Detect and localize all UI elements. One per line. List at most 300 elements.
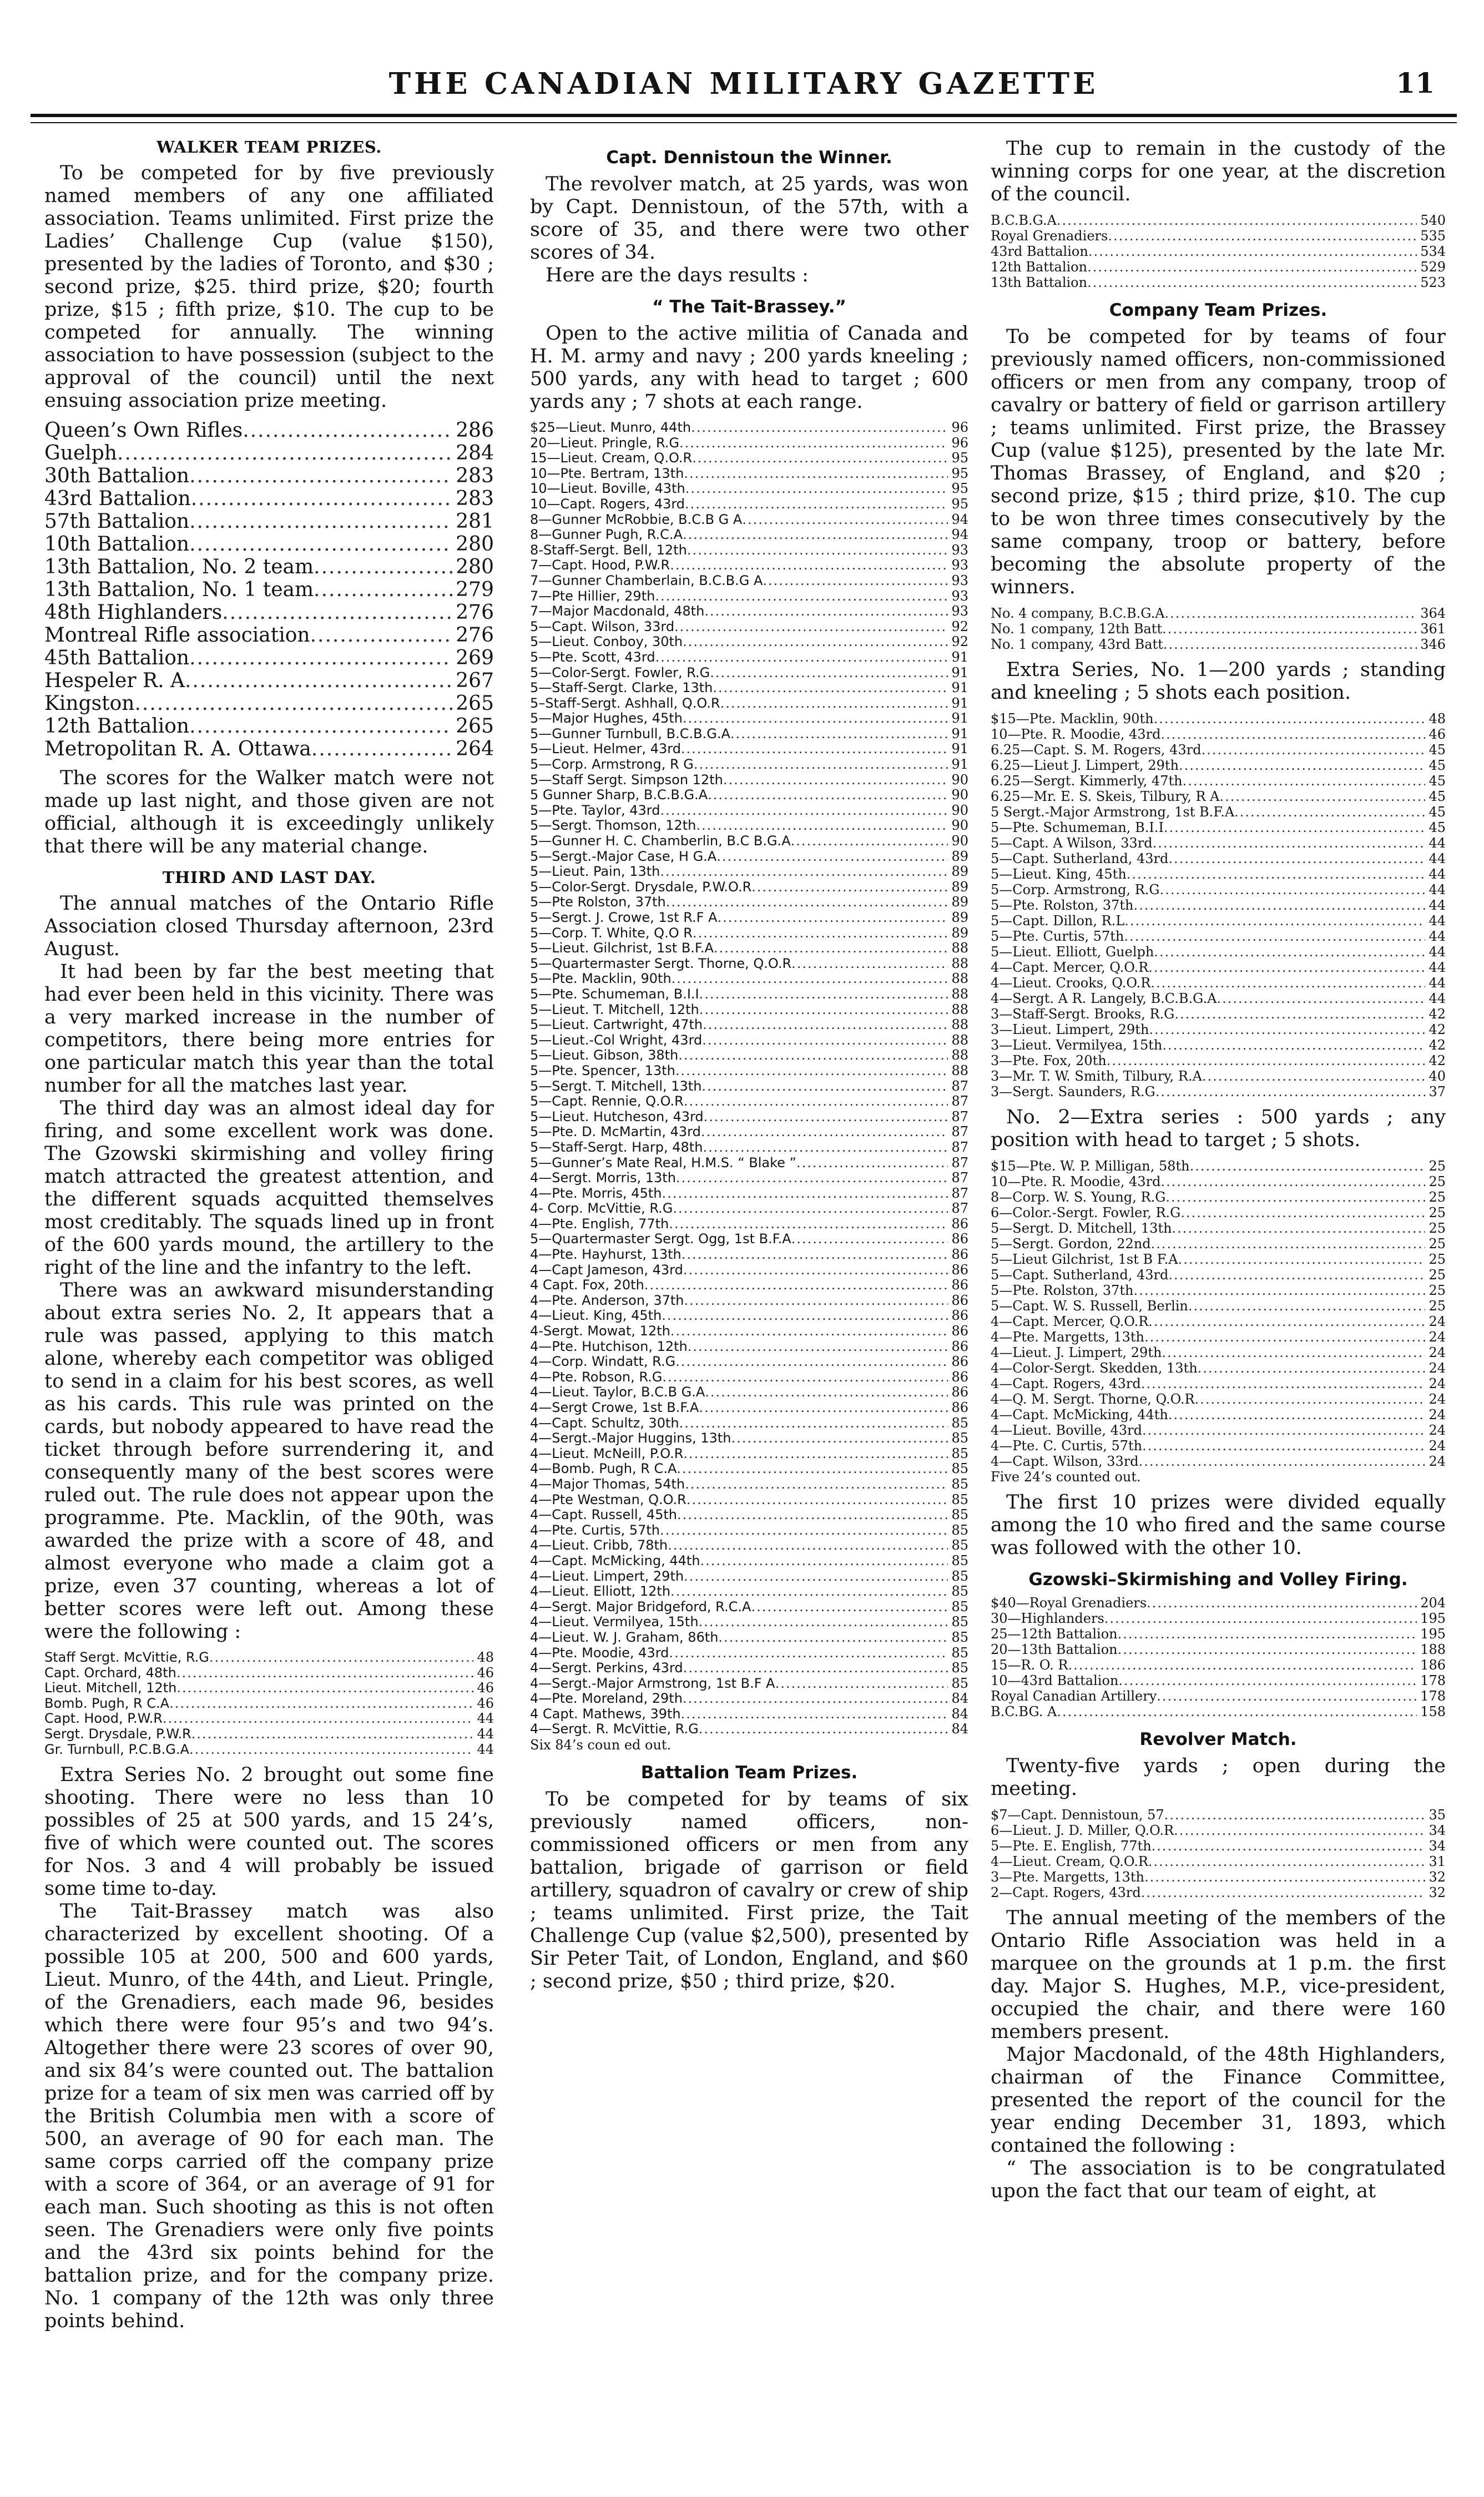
paragraph: Extra Series, No. 1—200 yards ; standing and kneeling ; 5 shots each position.: [991, 659, 1446, 704]
result-name: 5—Capt. Rennie, Q.O.R: [530, 1093, 684, 1109]
result-name: 4—Lieut. Cream, Q.O.R: [991, 1854, 1148, 1869]
result-score: 85: [951, 1491, 968, 1507]
result-row: [991, 1854, 1446, 1869]
result-score: 25: [1429, 1236, 1446, 1252]
dot-leader: [189, 510, 452, 533]
result-score: 86: [951, 1231, 968, 1247]
result-row: [44, 465, 494, 487]
dot-leader: [1219, 789, 1425, 804]
result-name: 4—Color-Sergt. Skedden, 13th: [991, 1360, 1198, 1376]
paragraph: Twenty-five yards ; open during the meeting.: [991, 1755, 1446, 1800]
dot-leader: [723, 773, 948, 788]
result-score: 25: [1429, 1267, 1446, 1283]
dot-leader: [1168, 851, 1425, 866]
result-row: [530, 1017, 968, 1033]
dot-leader: [1234, 804, 1425, 820]
column-2: [530, 138, 968, 1993]
result-name: 5—Pte. Rolston, 37th: [991, 1283, 1134, 1298]
result-row: [44, 1696, 494, 1712]
dot-leader: [1118, 1626, 1417, 1642]
dot-leader: [730, 727, 948, 742]
result-row: [991, 1236, 1446, 1252]
result-row: [530, 1538, 968, 1553]
result-score: 25: [1429, 1298, 1446, 1314]
result-row: [991, 1657, 1446, 1673]
dot-leader: [708, 788, 948, 803]
result-name: Kingston: [44, 692, 135, 715]
result-row: [44, 715, 494, 738]
dot-leader: [1148, 960, 1425, 975]
result-row: [991, 991, 1446, 1006]
result-name: 5—Pte. Schumeman, B.I.I: [991, 820, 1164, 835]
result-score: 46: [477, 1664, 494, 1681]
result-row: [530, 1079, 968, 1094]
dot-leader: [189, 533, 452, 556]
dot-leader: [742, 512, 948, 528]
result-name: 5—Corp. Armstrong, R.G: [991, 882, 1160, 897]
result-row: [530, 987, 968, 1002]
result-score: 85: [951, 1476, 968, 1492]
result-row: [991, 1158, 1446, 1174]
result-row: [991, 1823, 1446, 1838]
dot-leader: [1107, 1053, 1426, 1068]
result-name: Royal Canadian Artillery: [991, 1688, 1157, 1704]
result-row: [530, 589, 968, 604]
result-score: 89: [951, 925, 968, 941]
result-score: 44: [1429, 913, 1446, 929]
dot-leader: [1141, 1885, 1426, 1900]
result-score: 204: [1420, 1595, 1446, 1611]
dot-leader: [662, 1370, 948, 1385]
result-row: [530, 1186, 968, 1202]
result-name: 5—Capt. A Wilson, 33rd: [991, 835, 1153, 851]
dot-leader: [1180, 1205, 1425, 1220]
result-row: [530, 1063, 968, 1079]
dot-leader: [1142, 1438, 1425, 1454]
result-row: [530, 451, 968, 466]
revolver-results: [991, 1807, 1446, 1900]
result-row: [530, 1661, 968, 1676]
dot-leader: [655, 650, 948, 665]
result-name: 4—Lieut. McNeill, P.O.R: [530, 1445, 684, 1461]
result-name: 3—Lieut. Vermilyea, 15th: [991, 1037, 1163, 1053]
column-1: [44, 138, 494, 2333]
result-row: [44, 1666, 494, 1681]
result-name: 6.25—Mr. E. S. Skeis, Tilbury, R A: [991, 789, 1220, 804]
result-row: [530, 834, 968, 849]
dot-leader: [1160, 1174, 1425, 1189]
result-score: 85: [951, 1614, 968, 1630]
dot-leader: [1147, 1595, 1417, 1611]
result-row: [44, 578, 494, 601]
result-score: 24: [1429, 1438, 1446, 1454]
result-row: [991, 866, 1446, 882]
company-results: [991, 606, 1446, 652]
result-row: [530, 558, 968, 573]
result-row: [530, 1431, 968, 1446]
result-row: [530, 1707, 968, 1722]
result-score: 45: [1429, 742, 1446, 758]
result-score: 85: [951, 1598, 968, 1615]
result-name: 3—Pte. Margetts, 13th: [991, 1869, 1144, 1885]
dot-leader: [685, 497, 948, 512]
result-row: [44, 1727, 494, 1742]
dot-leader: [169, 1696, 473, 1712]
result-name: Bomb. Pugh, R C.A: [44, 1695, 170, 1711]
result-name: 8-Staff-Sergt. Bell, 12th: [530, 542, 687, 558]
result-score: 44: [1429, 851, 1446, 866]
result-score: 93: [951, 542, 968, 558]
dot-leader: [185, 669, 452, 692]
dot-leader: [674, 619, 948, 635]
result-row: [44, 1742, 494, 1758]
result-name: 5—Color-Sergt. Drysdale, P.W.O.R: [530, 879, 752, 895]
dot-leader: [666, 895, 948, 910]
result-row: [991, 960, 1446, 975]
result-row: [530, 1293, 968, 1309]
left-out-scores: [44, 1650, 494, 1757]
result-row: [44, 1711, 494, 1727]
dot-leader: [683, 1691, 948, 1707]
result-row: [530, 727, 968, 742]
dot-leader: [676, 1171, 948, 1186]
dot-leader: [775, 1676, 948, 1692]
dot-leader: [684, 466, 948, 482]
result-score: 283: [456, 465, 494, 487]
dot-leader: [1172, 1220, 1426, 1236]
result-row: [991, 835, 1446, 851]
result-row: [530, 910, 968, 926]
result-name: 4—Sergt. Perkins, 43rd: [530, 1660, 683, 1676]
result-name: 5—Staff-Sergt. Harp, 48th: [530, 1139, 703, 1155]
result-score: 87: [951, 1154, 968, 1171]
result-score: 91: [951, 649, 968, 665]
result-score: 24: [1429, 1454, 1446, 1469]
result-name: 4—Pte. Curtis, 57th: [530, 1522, 660, 1538]
dot-leader: [314, 556, 452, 578]
result-score: 86: [951, 1215, 968, 1232]
column-3: [991, 138, 1446, 2203]
result-score: 85: [951, 1568, 968, 1584]
result-name: 10—Pte. R. Moodie, 43rd: [991, 1174, 1161, 1189]
result-score: 364: [1420, 606, 1446, 621]
dot-leader: [1141, 1376, 1426, 1391]
dot-leader: [677, 1507, 948, 1523]
result-name: 30th Battalion: [44, 465, 190, 487]
result-name: 5—Pte Rolston, 37th: [530, 894, 666, 910]
result-row: [530, 1523, 968, 1538]
dot-leader: [1168, 1267, 1425, 1283]
result-row: [530, 527, 968, 543]
result-name: 5—Lieut. Hutcheson, 43rd: [530, 1108, 704, 1124]
result-name: 5—Pte. D. McMartin, 43rd: [530, 1124, 701, 1140]
dot-leader: [1057, 1704, 1417, 1719]
result-row: [530, 880, 968, 895]
result-name: 5—Capt. Sutherland, 43rd: [991, 851, 1169, 866]
result-name: 5—Lieut. Elliott, Guelph: [991, 944, 1154, 960]
result-score: 85: [951, 1645, 968, 1661]
result-score: 93: [951, 588, 968, 604]
result-row: [44, 442, 494, 465]
result-name: 4—Pte. Morris, 45th: [530, 1185, 662, 1201]
result-name: 4—Capt. McMicking, 44th: [991, 1407, 1168, 1422]
dot-leader: [1087, 259, 1417, 275]
dot-leader: [1198, 1360, 1426, 1376]
result-row: [530, 1247, 968, 1263]
result-name: 43rd Battalion: [991, 244, 1088, 259]
result-name: 4-Sergt. Mowat, 12th: [530, 1323, 670, 1339]
result-row: [991, 1174, 1446, 1189]
extra2-results: [991, 1158, 1446, 1469]
dot-leader: [693, 926, 948, 941]
result-score: 95: [951, 465, 968, 481]
dot-leader: [1160, 727, 1425, 742]
result-name: 4—Capt Jameson, 43rd: [530, 1262, 683, 1278]
result-name: 5—Lieut. King, 45th: [991, 866, 1127, 882]
result-score: 85: [951, 1507, 968, 1523]
result-name: 48th Highlanders: [44, 601, 223, 624]
result-score: 96: [951, 435, 968, 451]
dot-leader: [688, 1339, 948, 1355]
result-name: 13th Battalion, No. 2 team: [44, 556, 314, 578]
paragraph: To be competed for by teams of six previously named officers, non-commissioned officers or men from any battalion, brigade of garrison or field artillery, squadron of cavalry or crew of ship ; teams unlimited. First prize, the Tait Challenge Cup (value $2,500), presented by Sir Peter Tait, of London, England, and $60 ; second prize, $50 ; third prize, $20.: [530, 1788, 968, 1993]
result-row: [530, 665, 968, 681]
result-name: 4—Lieut. W. J. Graham, 86th: [530, 1629, 719, 1645]
result-row: [991, 1053, 1446, 1068]
dot-leader: [163, 1711, 474, 1727]
result-row: [530, 420, 968, 436]
result-score: 523: [1420, 275, 1446, 290]
result-name: 4—Capt. Mercer, Q.O.R: [991, 1314, 1149, 1329]
result-name: Capt. Orchard, 48th: [44, 1664, 176, 1681]
result-score: 34: [1429, 1823, 1446, 1838]
dot-leader: [1160, 882, 1426, 897]
result-name: Lieut. Mitchell, 12th: [44, 1680, 177, 1696]
result-score: 85: [951, 1430, 968, 1446]
result-score: 90: [951, 833, 968, 849]
result-name: 5—Quartermaster Sergt. Thorne, Q.O.R: [530, 955, 792, 971]
result-row: [991, 244, 1446, 259]
result-row: [530, 711, 968, 727]
result-name: 5–Staff-Sergt. Ashhall, Q.O.R: [530, 695, 720, 711]
dot-leader: [1149, 1022, 1425, 1037]
result-name: B.C.BG. A: [991, 1704, 1057, 1719]
result-name: 13th Battalion, No. 1 team: [44, 578, 314, 601]
result-score: 85: [951, 1629, 968, 1645]
result-name: No. 1 company, 12th Batt: [991, 621, 1163, 637]
result-score: 44: [1429, 960, 1446, 975]
result-name: 5—Capt. Wilson, 33rd: [530, 618, 675, 634]
result-row: [530, 956, 968, 972]
result-score: 280: [456, 556, 494, 578]
result-score: 85: [951, 1415, 968, 1431]
result-score: 85: [951, 1522, 968, 1538]
result-row: [530, 1507, 968, 1523]
result-name: 13th Battalion: [991, 275, 1088, 290]
result-score: 529: [1420, 259, 1446, 275]
result-score: 280: [456, 533, 494, 556]
paragraph: The annual matches of the Ontario Rifle Association closed Thursday afternoon, 23rd August.: [44, 892, 494, 960]
result-name: 10—Capt. Rogers, 43rd: [530, 496, 685, 512]
paragraph: The annual meeting of the members of the Ontario Rifle Association was held in a marquee on the grounds at 1 p.m. the first day. Major S. Hughes, M.P., vice-president, occupied the chair, and there were 160 members present.: [991, 1907, 1446, 2043]
result-row: [530, 818, 968, 834]
result-row: [530, 436, 968, 451]
paragraph: There was an awkward misunderstanding about extra series No. 2, It appears that a rule was passed, applying to this match alone, whereby each competitor was obliged to send in a claim for his best scores, as well as his cards. This rule was printed on the cards, but nobody appeared to have read the ticket through before surrendering it, and consequently many of the best scores were ruled out. The rule does not appear upon the programme. Pte. Macklin, of the 90th, was awarded the prize with a score of 48, and almost everyone who made a claim got a prize, even 37 counting, whereas a lot of better scores were left out. Among these were the following :: [44, 1279, 494, 1643]
result-score: 281: [456, 510, 494, 533]
result-row: [991, 1673, 1446, 1688]
result-name: 4—Sergt Crowe, 1st B.F.A: [530, 1400, 699, 1415]
dot-leader: [655, 589, 948, 604]
result-row: [530, 1263, 968, 1278]
result-score: 86: [951, 1247, 968, 1263]
result-score: 88: [951, 971, 968, 987]
result-name: 5—Lieut.-Col Wright, 43rd: [530, 1032, 703, 1048]
dot-leader: [1127, 866, 1426, 882]
result-row: [530, 1553, 968, 1569]
dot-leader: [660, 1523, 948, 1538]
result-row: [991, 1642, 1446, 1657]
result-row: [530, 757, 968, 773]
dot-leader: [678, 1048, 948, 1063]
result-score: 32: [1429, 1869, 1446, 1885]
result-score: 45: [1429, 758, 1446, 773]
result-score: 283: [456, 487, 494, 510]
result-score: 186: [1420, 1657, 1446, 1673]
dot-leader: [670, 558, 948, 573]
result-name: Guelph: [44, 442, 117, 465]
result-row: [991, 727, 1446, 742]
result-score: 86: [951, 1354, 968, 1370]
result-row: [530, 1492, 968, 1508]
result-name: 7—Gunner Chamberlain, B.C.B.G A: [530, 572, 763, 588]
result-score: 34: [1429, 1838, 1446, 1854]
result-row: [991, 1189, 1446, 1205]
result-score: 25: [1429, 1158, 1446, 1174]
result-row: [991, 1068, 1446, 1084]
result-name: 4—Capt. Rogers, 43rd: [991, 1376, 1141, 1391]
result-score: 25: [1429, 1283, 1446, 1298]
result-row: [530, 1385, 968, 1400]
result-row: [530, 619, 968, 635]
dot-leader: [696, 818, 948, 834]
dot-leader: [1154, 711, 1426, 727]
dot-leader: [134, 692, 452, 715]
result-score: 93: [951, 572, 968, 588]
result-row: [991, 275, 1446, 290]
dot-leader: [1202, 742, 1426, 758]
result-row: [991, 789, 1446, 804]
result-score: 89: [951, 894, 968, 910]
dot-leader: [701, 1124, 948, 1140]
dot-leader: [1118, 1642, 1417, 1657]
dot-leader: [1165, 606, 1417, 621]
dot-leader: [692, 451, 948, 466]
dot-leader: [1178, 1252, 1426, 1267]
result-row: [530, 497, 968, 512]
third-day-heading: THIRD AND LAST DAY.: [162, 868, 376, 887]
result-score: 88: [951, 1017, 968, 1033]
result-name: Hespeler R. A: [44, 669, 185, 692]
result-name: 4—Sergt. Morris, 13th: [530, 1170, 676, 1186]
result-name: 4—Lieut. Cribb, 78th: [530, 1537, 668, 1553]
result-name: 5—Gunner Turnbull, B.C.B.G.A: [530, 725, 730, 741]
result-score: 195: [1420, 1611, 1446, 1626]
dot-leader: [714, 941, 948, 956]
result-row: [530, 481, 968, 497]
result-row: [991, 1345, 1446, 1360]
result-name: 5—Corp. T. White, Q.O R: [530, 925, 693, 941]
dot-leader: [1195, 1391, 1426, 1407]
revolver-heading: Revolver Match.: [1139, 1729, 1297, 1749]
result-score: 89: [951, 910, 968, 925]
result-name: Capt. Hood, P.W.R: [44, 1711, 163, 1727]
dot-leader: [691, 420, 948, 436]
result-score: 87: [951, 1139, 968, 1155]
result-score: 44: [1429, 835, 1446, 851]
result-name: 5—Lieut. Gilchrist, 1st B.F.A: [530, 940, 714, 956]
result-row: [530, 1354, 968, 1370]
result-score: 94: [951, 511, 968, 527]
result-score: 91: [951, 725, 968, 741]
result-score: 540: [1420, 213, 1446, 228]
result-name: 4—Lieut. King, 45th: [530, 1308, 662, 1324]
result-row: [530, 849, 968, 865]
result-name: 4—Lieut. Crooks, Q.O.R: [991, 975, 1151, 991]
result-row: [530, 1584, 968, 1600]
result-name: 5—Lieut. T. Mitchell, 12th: [530, 1001, 699, 1017]
result-name: 4—Lieut. J. Limpert, 29th: [991, 1345, 1162, 1360]
result-name: $15—Pte. W. P. Milligan, 58th: [991, 1158, 1190, 1174]
dot-leader: [684, 1094, 948, 1109]
result-name: 4—Pte. English, 77th: [530, 1215, 669, 1232]
dot-leader: [679, 436, 948, 451]
result-score: 25: [1429, 1174, 1446, 1189]
dot-leader: [791, 834, 948, 849]
result-row: [991, 1807, 1446, 1823]
result-name: 5—Pte. Macklin, 90th: [530, 971, 672, 987]
paragraph: The first 10 prizes were divided equally among the 10 who fired and the same course was followed with the other 10.: [991, 1491, 1446, 1559]
dot-leader: [191, 487, 453, 510]
dot-leader: [699, 1615, 948, 1630]
dot-leader: [713, 680, 948, 696]
result-score: 85: [951, 1660, 968, 1676]
result-score: 42: [1429, 1006, 1446, 1022]
dot-leader: [796, 1156, 948, 1171]
result-row: [530, 1339, 968, 1355]
dot-leader: [718, 1630, 948, 1646]
result-name: 4—Capt. McMicking, 44th: [530, 1552, 700, 1568]
result-row: [991, 1704, 1446, 1719]
dot-leader: [1174, 1823, 1425, 1838]
dot-leader: [662, 1186, 948, 1202]
result-row: [530, 1600, 968, 1615]
result-name: 43rd Battalion: [44, 487, 191, 510]
result-score: 94: [951, 527, 968, 543]
result-score: 85: [951, 1675, 968, 1691]
result-row: [991, 1626, 1446, 1642]
dot-leader: [710, 665, 948, 681]
dot-leader: [1057, 213, 1417, 228]
paragraph: The revolver match, at 25 yards, was won by Capt. Dennistoun, of the 57th, with a score of 35, and there were two other scores of 34.: [530, 173, 968, 264]
result-row: [991, 804, 1446, 820]
result-name: 8—Gunner Pugh, R.C.A: [530, 527, 683, 543]
result-row: [991, 742, 1446, 758]
result-row: [530, 1308, 968, 1324]
dot-leader: [685, 481, 948, 497]
dot-leader: [672, 971, 948, 987]
result-score: 93: [951, 603, 968, 619]
result-score: 91: [951, 664, 968, 680]
